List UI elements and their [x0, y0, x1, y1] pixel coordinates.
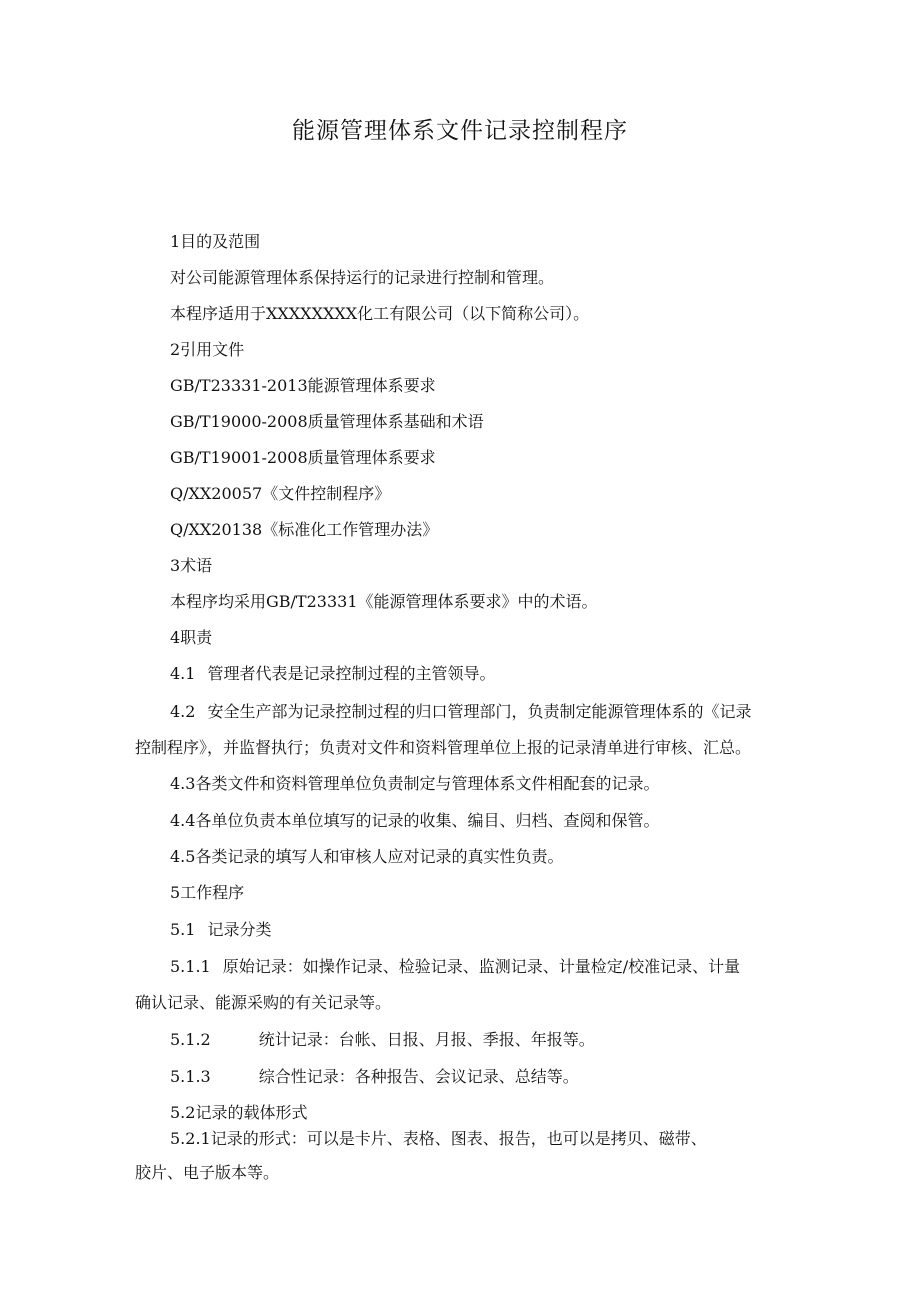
- clause-5-2: 5.2记录的载体形式: [170, 1103, 308, 1122]
- clause-number: 5.1.1: [170, 957, 211, 976]
- reference-item: GB/T19001-2008质量管理体系要求: [170, 448, 436, 467]
- section-heading-4: 4职责: [170, 628, 213, 647]
- section-heading-3: 3术语: [170, 556, 213, 575]
- clause-text: 原始记录：如操作记录、检验记录、监测记录、计量检定/校准记录、计量: [222, 957, 741, 976]
- clause-4-2: [170, 702, 751, 722]
- clause-number: 5.1: [170, 920, 196, 939]
- clause-5-1-1: [170, 957, 740, 977]
- reference-item: GB/T19000-2008质量管理体系基础和术语: [170, 412, 484, 431]
- clause-5-1-1-continued: 确认记录、能源采购的有关记录等。: [135, 993, 392, 1012]
- section-heading-2: 2引用文件: [170, 340, 245, 359]
- clause-number: 5.1.3: [170, 1067, 211, 1086]
- paragraph: 本程序均采用GB/T23331《能源管理体系要求》中的术语。: [170, 592, 598, 611]
- document-title: 能源管理体系文件记录控制程序: [292, 118, 628, 144]
- clause-4-3: 4.3各类文件和资料管理单位负责制定与管理体系文件相配套的记录。: [170, 774, 660, 793]
- clause-text: 安全生产部为记录控制过程的归口管理部门，负责制定能源管理体系的《记录: [207, 702, 752, 721]
- clause-5-1-2: [170, 1030, 595, 1050]
- reference-item: Q/XX20138《标准化工作管理办法》: [170, 520, 439, 539]
- clause-number: 4.1: [170, 664, 196, 683]
- clause-4-4: 4.4各单位负责本单位填写的记录的收集、编目、归档、查阅和保管。: [170, 811, 660, 830]
- clause-text: 记录分类: [207, 920, 272, 939]
- clause-4-5: 4.5各类记录的填写人和审核人应对记录的真实性负责。: [170, 847, 564, 866]
- clause-number: 5.1.2: [170, 1030, 211, 1049]
- paragraph: 本程序适用于XXXXXXXX化工有限公司（以下简称公司）。: [170, 304, 590, 323]
- reference-item: GB/T23331-2013能源管理体系要求: [170, 376, 436, 395]
- section-heading-1: 1目的及范围: [170, 232, 261, 251]
- clause-4-2-continued: 控制程序》，并监督执行；负责对文件和资料管理单位上报的记录清单进行审核、汇总。: [135, 738, 752, 757]
- clause-5-2-1: 5.2.1记录的形式：可以是卡片、表格、图表、报告，也可以是拷贝、磁带、: [170, 1129, 707, 1148]
- clause-text: 统计记录：台帐、日报、月报、季报、年报等。: [258, 1030, 595, 1049]
- clause-number: 4.2: [170, 702, 196, 721]
- clause-5-1-3: [170, 1067, 579, 1087]
- clause-text: 管理者代表是记录控制过程的主管领导。: [207, 664, 496, 683]
- section-heading-5: 5工作程序: [170, 883, 245, 902]
- clause-text: 综合性记录：各种报告、会议记录、总结等。: [258, 1067, 579, 1086]
- clause-4-1: [170, 664, 495, 684]
- reference-item: Q/XX20057《文件控制程序》: [170, 484, 391, 503]
- paragraph: 对公司能源管理体系保持运行的记录进行控制和管理。: [170, 268, 555, 287]
- clause-5-2-1-continued: 胶片、电子版本等。: [135, 1163, 280, 1182]
- clause-5-1: [170, 920, 271, 940]
